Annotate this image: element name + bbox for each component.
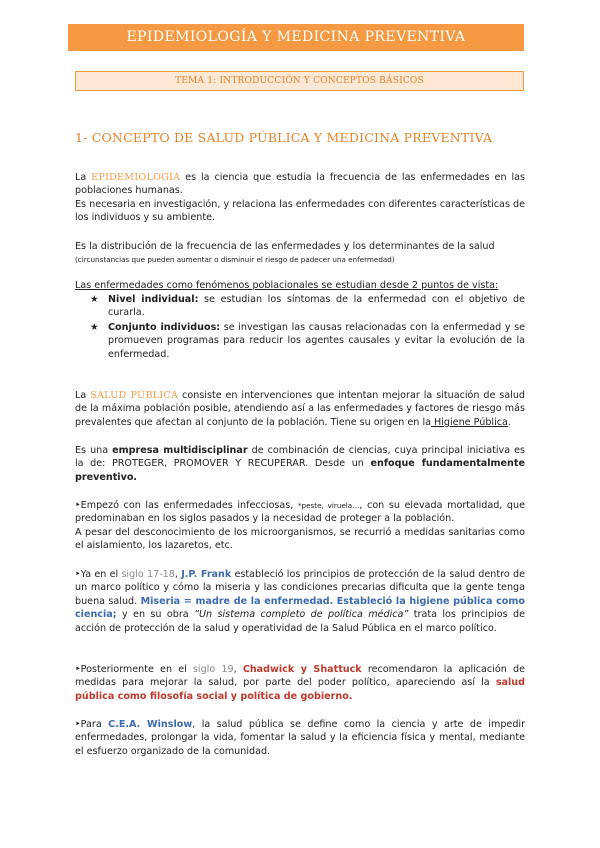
- epidemiologia-paragraph: [75, 171, 525, 225]
- multidisciplinar-paragraph: [75, 444, 525, 484]
- person-name: C.E.A. Winslow: [108, 719, 193, 730]
- chadwick-paragraph: [75, 663, 525, 703]
- note-line: (circunstancias que pueden aumentar o disminuir el riesgo de padecer una enfermedad): [75, 255, 395, 265]
- text-span: de combinación de ciencias, cuya principal iniciativa es la de: PROTEGER, PROMOVER Y RECUPERAR. Desde un: [75, 445, 525, 470]
- highlight-span: Miseria = madre de la enfermedad.: [140, 595, 334, 607]
- person-names: Chadwick y Shattuck: [242, 664, 362, 675]
- person-name: J.P. Frank: [181, 569, 232, 580]
- section-heading: 1- CONCEPTO DE SALUD PÚBLICA Y MEDICINA PREVENTIVA: [75, 130, 493, 145]
- topic-banner: [75, 71, 524, 91]
- bullet-label: Nivel individual:: [108, 294, 199, 305]
- higiene-publica-link: Higiene Pública: [431, 416, 508, 428]
- viewpoints-intro: [75, 279, 525, 292]
- italic-span: “Un sistema completo de política médica”: [194, 609, 409, 621]
- salud-publica-paragraph: [75, 389, 525, 429]
- viewpoints-list: [90, 293, 525, 362]
- document-title: EPIDEMIOLOGÍA Y MEDICINA PREVENTIVA: [126, 29, 466, 45]
- text-span: y en su obra: [116, 609, 195, 621]
- bullet-text: se investigan las causas relacionadas con la enfermedad y se promueven programas para reducir los agentes causales y evitar la evolución de la enfermedad.: [108, 321, 525, 360]
- text-span: recomendaron la aplicación de medidas para mejorar la salud, por parte del poder político, apareciendo así la: [75, 664, 525, 689]
- text-span: La: [75, 172, 92, 183]
- bold-span: enfoque fundamentalmente preventivo.: [75, 458, 525, 483]
- text-span: Es una: [75, 445, 113, 456]
- text-line: A pesar del desconocimiento de los microorganismos, se recurrió a medidas sanitarias como el aislamiento, los lazaretos, etc.: [75, 526, 525, 552]
- star-icon: ★: [90, 321, 99, 333]
- salud-publica-term: SALUD PÚBLICA: [90, 390, 179, 401]
- text-span: trata los principios de acción de protección de la salud y operatividad de la Salud Pública en el marco político.: [75, 609, 526, 634]
- star-icon: ★: [90, 294, 99, 305]
- century-span: siglo 17-18: [121, 569, 175, 580]
- century-span: siglo 19: [192, 664, 234, 675]
- text-line: Es la distribución de la frecuencia de las enfermedades y los determinantes de la salud: [75, 241, 495, 252]
- text-span: ‣Empezó con las enfermedades infecciosas,: [75, 500, 298, 511]
- topic-title: TEMA 1: INTRODUCCIÓN Y CONCEPTOS BÁSICOS: [175, 76, 424, 86]
- bold-span: empresa multidisciplinar: [112, 445, 248, 456]
- text-span: , la salud pública se define como la ciencia y arte de impedir enfermedades, prolongar la vida, fomentar la salud y la eficiencia física y mental, mediante el esfuerzo organizado de la comunidad.: [75, 719, 526, 757]
- text-span: ,: [174, 569, 182, 580]
- bullet-text: se estudian los síntomas de la enfermedad con el objetivo de curarla.: [108, 294, 525, 319]
- text-span: ,: [233, 664, 243, 675]
- text-span: La: [75, 390, 91, 401]
- highlight-span: Estableció la higiene pública como ciencia;: [75, 595, 525, 621]
- bullet-label: Conjunto individuos:: [108, 321, 221, 333]
- text-span: ‣Para: [75, 719, 109, 730]
- epidemiologia-term: EPIDEMIOLOGÍA: [91, 172, 181, 183]
- winslow-paragraph: [75, 718, 525, 758]
- frank-paragraph: [75, 568, 525, 635]
- text-span: estableció los principios de protección de la salud dentro de un marco político y cómo la miseria y las condiciones precarias dificulta que la gente tenga buena salud.: [75, 569, 526, 607]
- text-span: consiste en intervenciones que intentan mejorar la situación de salud de la máxima población posible, atendiendo así a las enfermedades y factores de riesgo más prevalentes que afectan al conjunto de la población. Tiene su origen en la: [75, 390, 526, 428]
- text-span: .: [507, 416, 511, 428]
- highlight-span: salud pública como filosofía social y política de gobierno.: [75, 677, 525, 702]
- viewpoints-intro-text: Las enfermedades como fenómenos poblacionales se estudian desde 2 puntos de vista:: [75, 280, 499, 291]
- text-span: ‣Ya en el: [75, 569, 122, 580]
- text-span: es la ciencia que estudia la frecuencia de las enfermedades en las poblaciones humanas.: [75, 172, 525, 197]
- distribution-paragraph: [75, 240, 525, 267]
- text-line: Es necesaria en investigación, y relaciona las enfermedades con diferentes características de los individuos y su ambiente.: [75, 198, 525, 224]
- infecciosas-paragraph: [75, 499, 525, 553]
- text-span: , con su elevada mortalidad, que predominaban en los siglos pasados y la necesidad de proteger a la población.: [75, 500, 525, 525]
- small-span: *peste, viruela…: [297, 501, 360, 510]
- list-item: [90, 321, 525, 361]
- document-title-banner: [68, 24, 524, 51]
- list-item: [90, 293, 525, 320]
- text-span: ‣Posteriormente en el: [75, 664, 193, 675]
